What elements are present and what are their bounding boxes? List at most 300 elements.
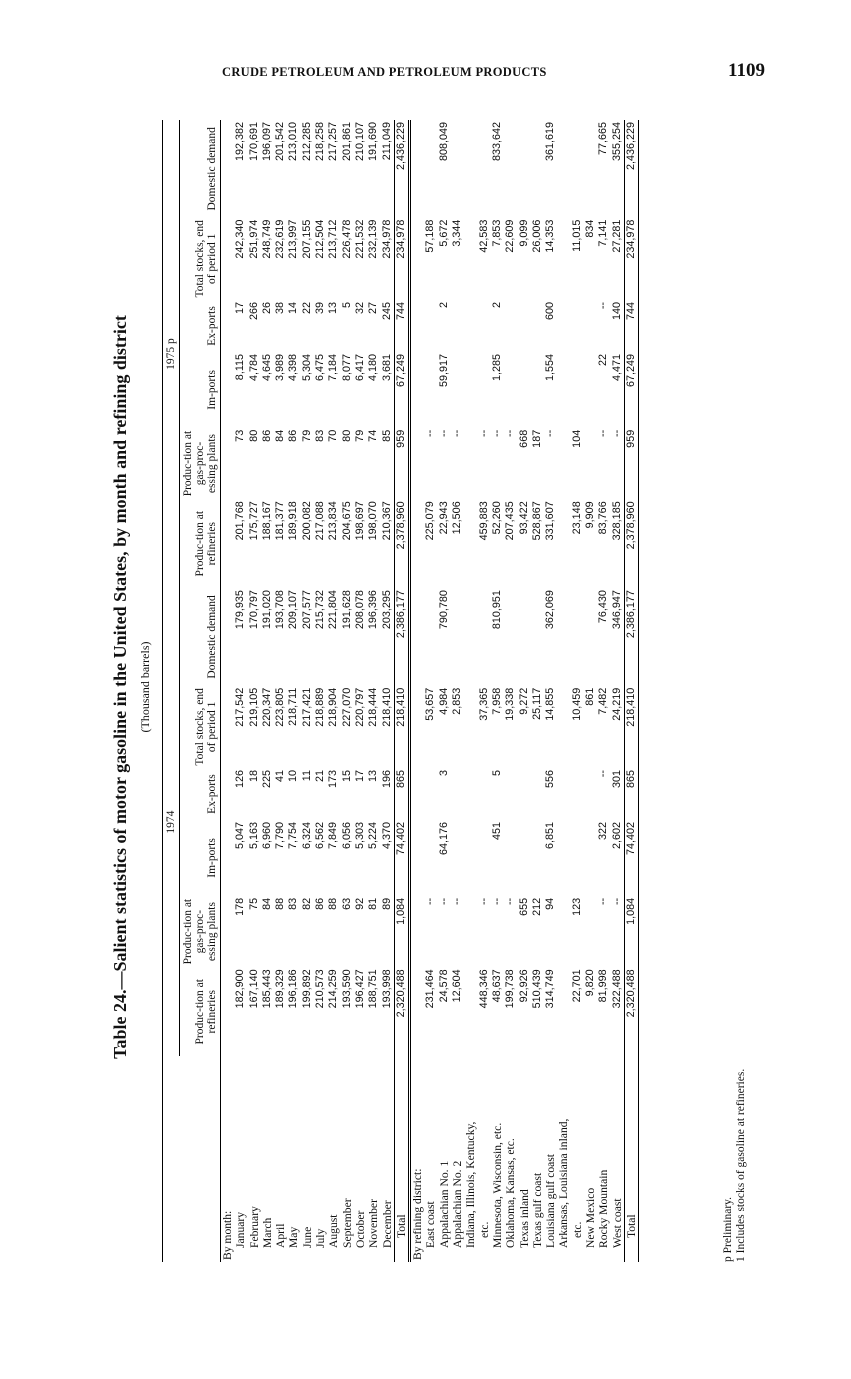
grouped-demand: 810,951 xyxy=(490,590,503,630)
table-cell: 140 xyxy=(610,301,623,320)
district-row xyxy=(464,120,477,1262)
table-cell: 14,855 xyxy=(544,687,557,721)
table-cell: 1,084 xyxy=(394,896,409,968)
table-cell: 217,421 xyxy=(300,687,313,727)
table-cell: 21 xyxy=(314,770,327,783)
row-label: Texas inland xyxy=(517,1189,531,1248)
table-cell: 8,077 xyxy=(340,353,353,381)
district-row xyxy=(571,120,584,1262)
month-row xyxy=(274,120,287,1262)
row-label: April xyxy=(274,1223,288,1248)
grouped-exports: 2 xyxy=(490,301,503,308)
table-title: Table 24.—Salient statistics of motor gasoline in the United States, by month and refining district xyxy=(110,315,130,1059)
table-cell: 226,478 xyxy=(340,219,353,259)
district-row xyxy=(597,120,610,1262)
section-row xyxy=(221,120,235,1262)
month-row xyxy=(287,120,300,1262)
district-row xyxy=(451,120,464,1262)
table-cell: 744 xyxy=(624,300,638,352)
table-cell: 17 xyxy=(234,301,247,314)
grouped-demand: 790,780 xyxy=(437,590,450,630)
table-cell: 196,427 xyxy=(353,969,366,1009)
table-cell: 7,754 xyxy=(287,822,300,850)
table-cell: 79 xyxy=(353,429,366,442)
table-cell: 201,542 xyxy=(274,122,287,162)
table-cell: 6,562 xyxy=(314,822,327,850)
table-cell: 231,464 xyxy=(424,969,437,1009)
table-cell xyxy=(464,428,477,500)
table-cell: 8,115 xyxy=(234,353,247,381)
year-1974: 1974 xyxy=(163,588,180,1056)
row-label: July xyxy=(314,1228,328,1248)
month-row xyxy=(261,120,274,1262)
row-label: Appalachian No. 1 xyxy=(437,1160,451,1248)
row-label: West coast xyxy=(610,1198,624,1248)
table-cell: 7,184 xyxy=(327,353,340,381)
table-cell: -- xyxy=(597,897,610,906)
district-row xyxy=(504,120,517,1262)
table-cell: 23,148 xyxy=(570,501,583,535)
column-header: Im-ports xyxy=(180,820,221,896)
table-cell: 3,681 xyxy=(380,353,393,381)
table-cell: 217,088 xyxy=(314,501,327,541)
grouped-demand: 362,069 xyxy=(544,590,557,630)
row-label: etc. xyxy=(477,1221,491,1238)
grouped-demand: 808,049 xyxy=(437,122,450,162)
table-cell: 18 xyxy=(247,770,260,783)
table-cell: 5,303 xyxy=(353,822,366,850)
table-cell: 192,382 xyxy=(234,122,247,162)
table-cell: 70 xyxy=(327,429,340,442)
table-cell: -- xyxy=(490,429,503,437)
table-cell: 83 xyxy=(314,429,327,442)
table-cell: 227,070 xyxy=(340,687,353,727)
table-cell: 82 xyxy=(300,897,313,910)
table-cell: 83,766 xyxy=(597,501,610,535)
table-cell: 322,488 xyxy=(610,969,623,1009)
table-cell: 2,602 xyxy=(610,822,623,850)
table-cell: 85 xyxy=(380,429,393,442)
grouped-imports: 1,554 xyxy=(544,353,557,381)
table-cell: 213,010 xyxy=(287,122,300,162)
table-cell: 213,834 xyxy=(327,501,340,541)
table-cell: 22 xyxy=(300,301,313,314)
table-cell: 193,708 xyxy=(274,590,287,630)
table-cell: 203,295 xyxy=(380,590,393,630)
row-label: January xyxy=(234,1211,248,1248)
year-1975: 1975 p xyxy=(163,120,180,588)
table-cell: 167,140 xyxy=(247,969,260,1009)
table-cell xyxy=(464,820,477,896)
table-cell: 67,249 xyxy=(394,352,409,428)
table-cell: 223,805 xyxy=(274,687,287,727)
table-cell: 248,749 xyxy=(260,219,273,259)
table-cell xyxy=(584,120,597,218)
table-cell: 207,155 xyxy=(300,219,313,259)
table-cell: 4,471 xyxy=(610,353,623,381)
table-cell: -- xyxy=(597,429,610,437)
table-cell: 199,738 xyxy=(504,969,517,1009)
table-cell: 861 xyxy=(584,687,597,706)
table-cell: -- xyxy=(424,429,437,437)
row-label: Total xyxy=(394,1056,409,1262)
district-row xyxy=(611,120,625,1262)
table-cell: 196,186 xyxy=(287,969,300,1009)
table-cell: 189,329 xyxy=(274,969,287,1009)
district-row xyxy=(531,120,544,1262)
footnotes xyxy=(722,1069,748,1262)
table-cell: 959 xyxy=(624,428,638,500)
table-cell xyxy=(584,896,597,968)
table-cell: 77,665 xyxy=(597,122,610,156)
table-cell: 11 xyxy=(300,770,313,782)
row-label: East coast xyxy=(424,1201,438,1248)
table-cell: 6,960 xyxy=(260,822,273,850)
table-cell: 210,367 xyxy=(380,501,393,541)
table-cell: 245 xyxy=(380,301,393,320)
table-cell: 221,804 xyxy=(327,590,340,630)
table-cell: 5,224 xyxy=(367,822,380,850)
table-cell: 86 xyxy=(314,897,327,910)
column-header: Ex-ports xyxy=(180,300,221,352)
table-cell: 2,320,488 xyxy=(624,967,638,1056)
table-cell: 14 xyxy=(287,301,300,314)
table-cell: 218,410 xyxy=(624,686,638,768)
table-cell: -- xyxy=(477,897,490,906)
table-cell: 7,141 xyxy=(597,219,610,247)
table-cell xyxy=(464,300,477,352)
grouped-exports: 2 xyxy=(437,301,450,308)
table-cell: 201,768 xyxy=(234,501,247,541)
table-cell: 6,417 xyxy=(353,353,366,381)
table-cell: 221,532 xyxy=(353,219,366,259)
column-headers xyxy=(180,120,221,1262)
month-total-row xyxy=(394,120,409,1262)
table-cell: 193,998 xyxy=(380,969,393,1009)
year-spacer xyxy=(163,1056,180,1262)
stub-header xyxy=(180,1056,221,1262)
row-label: March xyxy=(260,1217,274,1248)
month-row xyxy=(354,120,367,1262)
table-cell: -- xyxy=(544,429,557,437)
table-cell: 196,097 xyxy=(260,122,273,162)
table-cell: 201,861 xyxy=(340,122,353,162)
table-cell: 37,365 xyxy=(477,687,490,721)
table-cell: 83 xyxy=(287,897,300,910)
table-cell xyxy=(584,352,597,428)
month-row xyxy=(234,120,247,1262)
table-cell xyxy=(464,588,477,686)
column-header: Im-ports xyxy=(180,352,221,428)
table-cell: 301 xyxy=(610,770,623,789)
table-cell: 92 xyxy=(353,897,366,910)
row-label: February xyxy=(247,1206,261,1248)
table-cell: 217,542 xyxy=(234,687,247,727)
table-cell: 865 xyxy=(394,768,409,820)
section-label-by-district: By refining district: xyxy=(411,1168,425,1260)
table-cell: 4,370 xyxy=(380,822,393,850)
table-cell: -- xyxy=(437,429,450,437)
table-cell: 218,711 xyxy=(287,687,300,726)
table-cell: 215,732 xyxy=(314,590,327,630)
gasoline-table xyxy=(162,120,639,1262)
row-label: Oklahoma, Kansas, etc. xyxy=(504,1138,518,1248)
table-cell: 10 xyxy=(287,770,300,783)
table-cell: 193,590 xyxy=(340,969,353,1009)
table-cell: 225,079 xyxy=(424,501,437,541)
table-cell: 2,386,177 xyxy=(394,588,409,686)
table-cell: 6,324 xyxy=(300,822,313,850)
table-cell xyxy=(464,352,477,428)
rotated-table-block xyxy=(110,112,775,1262)
table-cell: 32 xyxy=(353,301,366,314)
row-label: Total xyxy=(624,1056,638,1262)
table-subtitle: (Thousand barrels) xyxy=(138,641,152,733)
table-cell: -- xyxy=(490,897,503,906)
table-cell: 4,645 xyxy=(260,353,273,381)
table-cell: 12,506 xyxy=(451,501,464,535)
table-cell: 217,257 xyxy=(327,122,340,162)
table-cell: 88 xyxy=(327,897,340,910)
table-cell: 104 xyxy=(570,429,583,448)
table-cell: 655 xyxy=(517,897,530,916)
table-cell: 185,443 xyxy=(260,969,273,1009)
table-cell: 9,820 xyxy=(584,969,597,997)
table-cell: 5 xyxy=(340,301,353,308)
table-cell: 57,188 xyxy=(424,219,437,253)
table-cell: 4,984 xyxy=(437,687,450,715)
table-cell: 24,219 xyxy=(610,687,623,721)
district-row xyxy=(438,120,451,1262)
table-cell: 27 xyxy=(367,301,380,314)
table-cell xyxy=(557,218,570,300)
table-cell xyxy=(557,686,570,768)
table-cell: 355,254 xyxy=(610,122,623,162)
table-cell: 200,082 xyxy=(300,501,313,541)
column-header: Domestic demand xyxy=(180,588,221,686)
table-cell xyxy=(464,218,477,300)
table-cell: 4,784 xyxy=(247,353,260,381)
table-cell xyxy=(464,768,477,820)
table-cell: 80 xyxy=(340,429,353,442)
table-cell: -- xyxy=(451,429,464,437)
footnote-stocks: 1 Includes stocks of gasoline at refineries. xyxy=(735,1068,747,1262)
table-cell: 42,583 xyxy=(477,219,490,253)
table-cell xyxy=(464,686,477,768)
row-label: November xyxy=(367,1199,381,1248)
table-cell: 218,410 xyxy=(380,687,393,727)
table-cell: 209,107 xyxy=(287,590,300,630)
table-cell: 10,459 xyxy=(570,687,583,721)
row-label: September xyxy=(340,1198,354,1248)
table-cell: 84 xyxy=(274,429,287,442)
table-cell: 959 xyxy=(394,428,409,500)
table-cell: 211,049 xyxy=(380,122,393,161)
table-cell: 7,958 xyxy=(490,687,503,715)
row-label: June xyxy=(300,1226,314,1248)
table-cell: 2,378,960 xyxy=(624,499,638,588)
page-number: 1109 xyxy=(728,60,765,81)
table-cell: 86 xyxy=(260,429,273,442)
table-cell: 12,604 xyxy=(451,969,464,1003)
table-cell: 188,167 xyxy=(260,501,273,541)
table-cell: 232,139 xyxy=(367,219,380,259)
row-label: Minnesota, Wisconsin, etc. xyxy=(490,1122,504,1248)
row-label: December xyxy=(380,1200,394,1248)
running-title: CRUDE PETROLEUM AND PETROLEUM PRODUCTS xyxy=(222,65,547,79)
table-cell: 89 xyxy=(380,897,393,910)
month-row xyxy=(301,120,314,1262)
table-cell: 73 xyxy=(234,429,247,442)
table-cell: 191,690 xyxy=(367,122,380,162)
table-cell: 39 xyxy=(314,301,327,314)
section-label-by-month: By month: xyxy=(221,1210,234,1260)
table-cell: -- xyxy=(437,897,450,906)
table-cell: 26 xyxy=(260,301,273,314)
table-cell: 744 xyxy=(394,300,409,352)
table-cell: 448,346 xyxy=(477,969,490,1009)
grouped-imports: 6,851 xyxy=(544,822,557,850)
table-cell: 232,619 xyxy=(274,219,287,259)
grouped-imports: 64,176 xyxy=(437,822,450,856)
table-cell xyxy=(584,588,597,686)
table-cell: 2,853 xyxy=(451,687,464,715)
table-cell xyxy=(584,820,597,896)
table-cell: 207,435 xyxy=(504,501,517,541)
table-cell: 22 xyxy=(597,353,610,366)
table-cell: 80 xyxy=(247,429,260,442)
table-cell: 220,347 xyxy=(260,687,273,727)
table-cell: 17 xyxy=(353,770,366,783)
table-cell: 92,926 xyxy=(517,969,530,1003)
table-cell: 173 xyxy=(327,770,340,789)
grouped-exports: 5 xyxy=(490,770,503,777)
table-cell: 5,672 xyxy=(437,219,450,247)
table-cell: 346,947 xyxy=(610,590,623,630)
table-cell: 6,475 xyxy=(314,353,327,381)
table-cell: 210,573 xyxy=(314,969,327,1009)
column-header: Produc-tion at refineries xyxy=(180,499,221,588)
month-row xyxy=(327,120,340,1262)
table-cell: 865 xyxy=(624,768,638,820)
column-header: Produc-tion at refineries xyxy=(180,967,221,1056)
table-cell xyxy=(557,967,570,1056)
table-cell: 4,398 xyxy=(287,353,300,381)
table-cell: 199,892 xyxy=(300,969,313,1009)
table-cell: -- xyxy=(597,301,610,310)
table-cell: 2,436,229 xyxy=(394,120,409,218)
table-cell: 19,338 xyxy=(504,687,517,721)
table-cell xyxy=(464,967,477,1056)
row-label: May xyxy=(287,1226,301,1248)
table-cell: 196,396 xyxy=(367,590,380,630)
table-cell xyxy=(557,896,570,968)
table-cell: 198,070 xyxy=(367,501,380,541)
table-cell: 88 xyxy=(274,897,287,910)
table-cell: 234,978 xyxy=(380,219,393,259)
table-cell: 67,249 xyxy=(624,352,638,428)
table-cell: 213,997 xyxy=(287,219,300,259)
table-cell: 22,701 xyxy=(570,969,583,1003)
table-cell: 314,749 xyxy=(544,969,557,1009)
table-cell: 76,430 xyxy=(597,590,610,624)
table-cell: 93,422 xyxy=(517,501,530,535)
table-cell: 234,978 xyxy=(394,218,409,300)
table-cell: 11,015 xyxy=(570,219,583,252)
table-cell: -- xyxy=(504,897,517,906)
district-row xyxy=(478,120,491,1262)
grouped-imports: 1,285 xyxy=(490,353,503,381)
table-cell xyxy=(584,428,597,500)
table-cell: 212,504 xyxy=(314,219,327,259)
table-cell xyxy=(464,896,477,968)
table-cell: 38 xyxy=(274,301,287,314)
row-label: October xyxy=(353,1210,367,1248)
table-cell: 26,006 xyxy=(530,219,543,253)
district-row xyxy=(557,120,570,1262)
table-cell: 86 xyxy=(287,429,300,442)
table-cell: 242,340 xyxy=(234,219,247,259)
table-cell: 510,439 xyxy=(530,969,543,1009)
column-header: Ex-ports xyxy=(180,768,221,820)
table-cell: 94 xyxy=(544,897,557,910)
table-cell: 175,727 xyxy=(247,501,260,541)
table-cell: 25,117 xyxy=(530,687,543,720)
table-cell: 7,482 xyxy=(597,687,610,715)
table-cell: 178 xyxy=(234,897,247,916)
table-body xyxy=(221,120,639,1262)
table-cell: 214,259 xyxy=(327,969,340,1009)
table-cell: 9,272 xyxy=(517,687,530,715)
table-cell: 218,258 xyxy=(314,122,327,162)
table-cell: 74,402 xyxy=(394,820,409,896)
grouped-exports: 3 xyxy=(437,770,450,777)
table-cell: 234,978 xyxy=(624,218,638,300)
row-label: Indiana, Illinois, Kentucky, xyxy=(464,1121,478,1248)
grouped-imports: 59,917 xyxy=(437,353,450,387)
column-header: Total stocks, end of period 1 xyxy=(180,686,221,768)
district-row xyxy=(584,120,597,1262)
table-cell xyxy=(464,499,477,588)
table-cell: 266 xyxy=(247,301,260,320)
table-cell: 52,260 xyxy=(490,501,503,535)
table-cell: 187 xyxy=(530,429,543,448)
table-cell: 213,712 xyxy=(327,219,340,259)
table-cell: 75 xyxy=(247,897,260,910)
table-cell: 6,056 xyxy=(340,822,353,850)
row-label: Arkansas, Louisiana inland, xyxy=(557,1118,571,1248)
table-cell: 207,577 xyxy=(300,590,313,630)
table-cell: 2,386,177 xyxy=(624,588,638,686)
table-cell: 81,998 xyxy=(597,969,610,1003)
table-cell: 126 xyxy=(234,770,247,789)
table-cell: 196 xyxy=(380,770,393,789)
footnote-preliminary: p Preliminary. xyxy=(722,1196,734,1262)
grouped-exports: 600 xyxy=(544,301,557,320)
table-cell xyxy=(557,428,570,500)
table-cell: 79 xyxy=(300,429,313,442)
table-cell: 179,935 xyxy=(234,590,247,630)
table-cell: 191,628 xyxy=(340,590,353,630)
table-cell: 7,790 xyxy=(274,822,287,850)
month-row xyxy=(367,120,380,1262)
table-cell: 22,609 xyxy=(504,219,517,253)
table-cell: 225 xyxy=(260,770,273,789)
month-row xyxy=(248,120,261,1262)
table-cell: 170,691 xyxy=(247,122,260,162)
table-cell: 181,377 xyxy=(274,501,287,541)
grouped-demand: 833,642 xyxy=(490,122,503,162)
